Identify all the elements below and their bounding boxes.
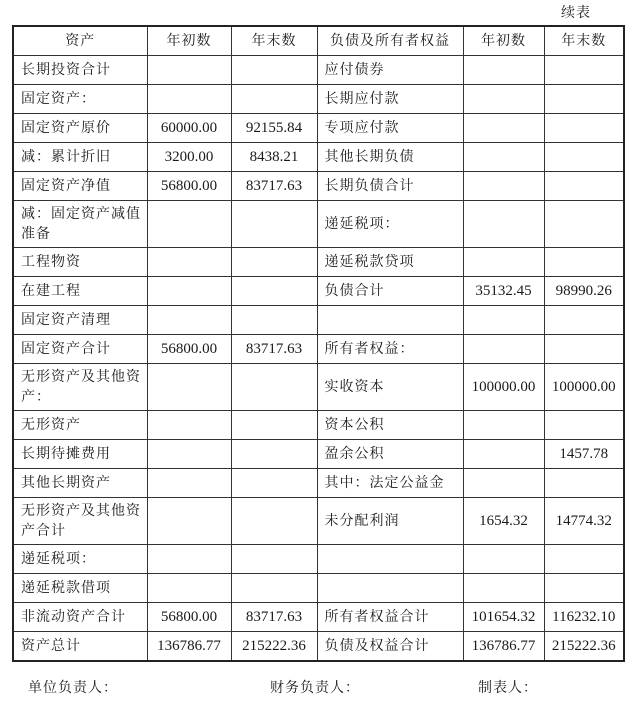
liability-beginning-value: 136786.77 (463, 632, 544, 661)
asset-beginning-value: 60000.00 (147, 114, 231, 143)
asset-item: 非流动资产合计 (13, 603, 147, 632)
table-row (13, 248, 624, 277)
asset-beginning-value: 136786.77 (147, 632, 231, 661)
asset-ending-value (231, 545, 317, 574)
liability-ending-value (544, 335, 624, 364)
asset-item: 长期待摊费用 (13, 440, 147, 469)
liability-item: 所有者权益： (317, 335, 463, 364)
table-row (13, 469, 624, 498)
table-row (13, 114, 624, 143)
header-liabilities-equity: 负债及所有者权益 (317, 26, 463, 56)
finance-head-signature: 财务负责人： (270, 680, 360, 696)
liability-beginning-value: 101654.32 (463, 603, 544, 632)
liability-beginning-value (463, 411, 544, 440)
table-row (13, 172, 624, 201)
header-assets: 资产 (13, 26, 147, 56)
liability-ending-value (544, 306, 624, 335)
asset-ending-value: 92155.84 (231, 114, 317, 143)
liability-ending-value (544, 201, 624, 248)
liability-item: 递延税项： (317, 201, 463, 248)
table-row (13, 56, 624, 85)
asset-item: 资产总计 (13, 632, 147, 661)
liability-item: 其中：法定公益金 (317, 469, 463, 498)
asset-beginning-value (147, 201, 231, 248)
table-row (13, 411, 624, 440)
asset-ending-value: 83717.63 (231, 335, 317, 364)
table-row (13, 85, 624, 114)
table-row (13, 440, 624, 469)
asset-item: 在建工程 (13, 277, 147, 306)
liability-ending-value (544, 85, 624, 114)
asset-item: 长期投资合计 (13, 56, 147, 85)
asset-ending-value (231, 85, 317, 114)
table-row (13, 632, 624, 661)
liability-item: 长期负债合计 (317, 172, 463, 201)
asset-beginning-value (147, 85, 231, 114)
table-row (13, 277, 624, 306)
liability-beginning-value (463, 574, 544, 603)
liability-beginning-value (463, 56, 544, 85)
header-row (13, 26, 624, 56)
table-row (13, 545, 624, 574)
asset-ending-value (231, 248, 317, 277)
asset-ending-value (231, 469, 317, 498)
asset-ending-value (231, 498, 317, 545)
liability-ending-value (544, 172, 624, 201)
asset-beginning-value (147, 56, 231, 85)
liability-item: 未分配利润 (317, 498, 463, 545)
asset-item: 无形资产 (13, 411, 147, 440)
asset-ending-value (231, 306, 317, 335)
asset-item: 固定资产净值 (13, 172, 147, 201)
liability-beginning-value: 35132.45 (463, 277, 544, 306)
asset-ending-value (231, 411, 317, 440)
liability-ending-value (544, 143, 624, 172)
liability-ending-value: 14774.32 (544, 498, 624, 545)
liability-item: 长期应付款 (317, 85, 463, 114)
asset-ending-value (231, 440, 317, 469)
asset-item: 减：累计折旧 (13, 143, 147, 172)
balance-sheet-table (12, 25, 625, 662)
liability-ending-value (544, 545, 624, 574)
asset-beginning-value: 56800.00 (147, 603, 231, 632)
table-row (13, 603, 624, 632)
table-row (13, 574, 624, 603)
asset-beginning-value (147, 574, 231, 603)
header-liabilities-ending: 年末数 (544, 26, 624, 56)
liability-ending-value: 100000.00 (544, 364, 624, 411)
table-body (13, 56, 624, 661)
header-assets-ending: 年末数 (231, 26, 317, 56)
header-assets-beginning: 年初数 (147, 26, 231, 56)
liability-item: 盈余公积 (317, 440, 463, 469)
liability-beginning-value (463, 335, 544, 364)
liability-beginning-value (463, 201, 544, 248)
liability-item: 资本公积 (317, 411, 463, 440)
liability-item: 实收资本 (317, 364, 463, 411)
table-row (13, 335, 624, 364)
asset-ending-value (231, 277, 317, 306)
asset-item: 减：固定资产减值准备 (13, 201, 147, 248)
continued-label: 续表 (561, 5, 591, 21)
asset-item: 无形资产及其他资产合计 (13, 498, 147, 545)
liability-ending-value: 215222.36 (544, 632, 624, 661)
liability-beginning-value (463, 114, 544, 143)
asset-beginning-value (147, 545, 231, 574)
liability-beginning-value (463, 248, 544, 277)
asset-ending-value: 8438.21 (231, 143, 317, 172)
liability-ending-value (544, 411, 624, 440)
asset-item: 固定资产合计 (13, 335, 147, 364)
asset-ending-value (231, 56, 317, 85)
liability-item: 其他长期负债 (317, 143, 463, 172)
asset-beginning-value (147, 277, 231, 306)
liability-beginning-value: 100000.00 (463, 364, 544, 411)
asset-ending-value (231, 574, 317, 603)
liability-item: 负债合计 (317, 277, 463, 306)
liability-ending-value (544, 248, 624, 277)
asset-ending-value (231, 364, 317, 411)
asset-beginning-value (147, 440, 231, 469)
liability-beginning-value: 1654.32 (463, 498, 544, 545)
liability-ending-value (544, 574, 624, 603)
asset-beginning-value (147, 248, 231, 277)
table-row (13, 498, 624, 545)
asset-item: 固定资产原价 (13, 114, 147, 143)
asset-beginning-value: 56800.00 (147, 335, 231, 364)
asset-ending-value: 83717.63 (231, 172, 317, 201)
liability-beginning-value (463, 440, 544, 469)
asset-item: 固定资产： (13, 85, 147, 114)
table-row (13, 143, 624, 172)
asset-ending-value (231, 201, 317, 248)
asset-beginning-value (147, 498, 231, 545)
table-row (13, 364, 624, 411)
header-liabilities-beginning: 年初数 (463, 26, 544, 56)
asset-beginning-value (147, 306, 231, 335)
liability-beginning-value (463, 143, 544, 172)
asset-item: 工程物资 (13, 248, 147, 277)
asset-beginning-value (147, 469, 231, 498)
liability-ending-value: 1457.78 (544, 440, 624, 469)
preparer-signature: 制表人： (478, 680, 538, 696)
liability-item (317, 545, 463, 574)
liability-beginning-value (463, 545, 544, 574)
unit-head-signature: 单位负责人： (28, 680, 118, 696)
asset-item: 递延税款借项 (13, 574, 147, 603)
liability-item: 递延税款贷项 (317, 248, 463, 277)
liability-ending-value: 98990.26 (544, 277, 624, 306)
liability-beginning-value (463, 172, 544, 201)
asset-item: 固定资产清理 (13, 306, 147, 335)
asset-item: 递延税项： (13, 545, 147, 574)
liability-ending-value (544, 56, 624, 85)
asset-beginning-value: 3200.00 (147, 143, 231, 172)
liability-item: 专项应付款 (317, 114, 463, 143)
asset-item: 其他长期资产 (13, 469, 147, 498)
asset-ending-value: 215222.36 (231, 632, 317, 661)
liability-beginning-value (463, 85, 544, 114)
asset-beginning-value (147, 411, 231, 440)
liability-item (317, 306, 463, 335)
liability-ending-value (544, 114, 624, 143)
liability-item (317, 574, 463, 603)
liability-ending-value: 116232.10 (544, 603, 624, 632)
liability-item: 应付债券 (317, 56, 463, 85)
asset-ending-value: 83717.63 (231, 603, 317, 632)
asset-beginning-value: 56800.00 (147, 172, 231, 201)
liability-ending-value (544, 469, 624, 498)
table-row (13, 306, 624, 335)
asset-item: 无形资产及其他资产： (13, 364, 147, 411)
asset-beginning-value (147, 364, 231, 411)
liability-item: 所有者权益合计 (317, 603, 463, 632)
table-row (13, 201, 624, 248)
liability-beginning-value (463, 469, 544, 498)
liability-item: 负债及权益合计 (317, 632, 463, 661)
liability-beginning-value (463, 306, 544, 335)
